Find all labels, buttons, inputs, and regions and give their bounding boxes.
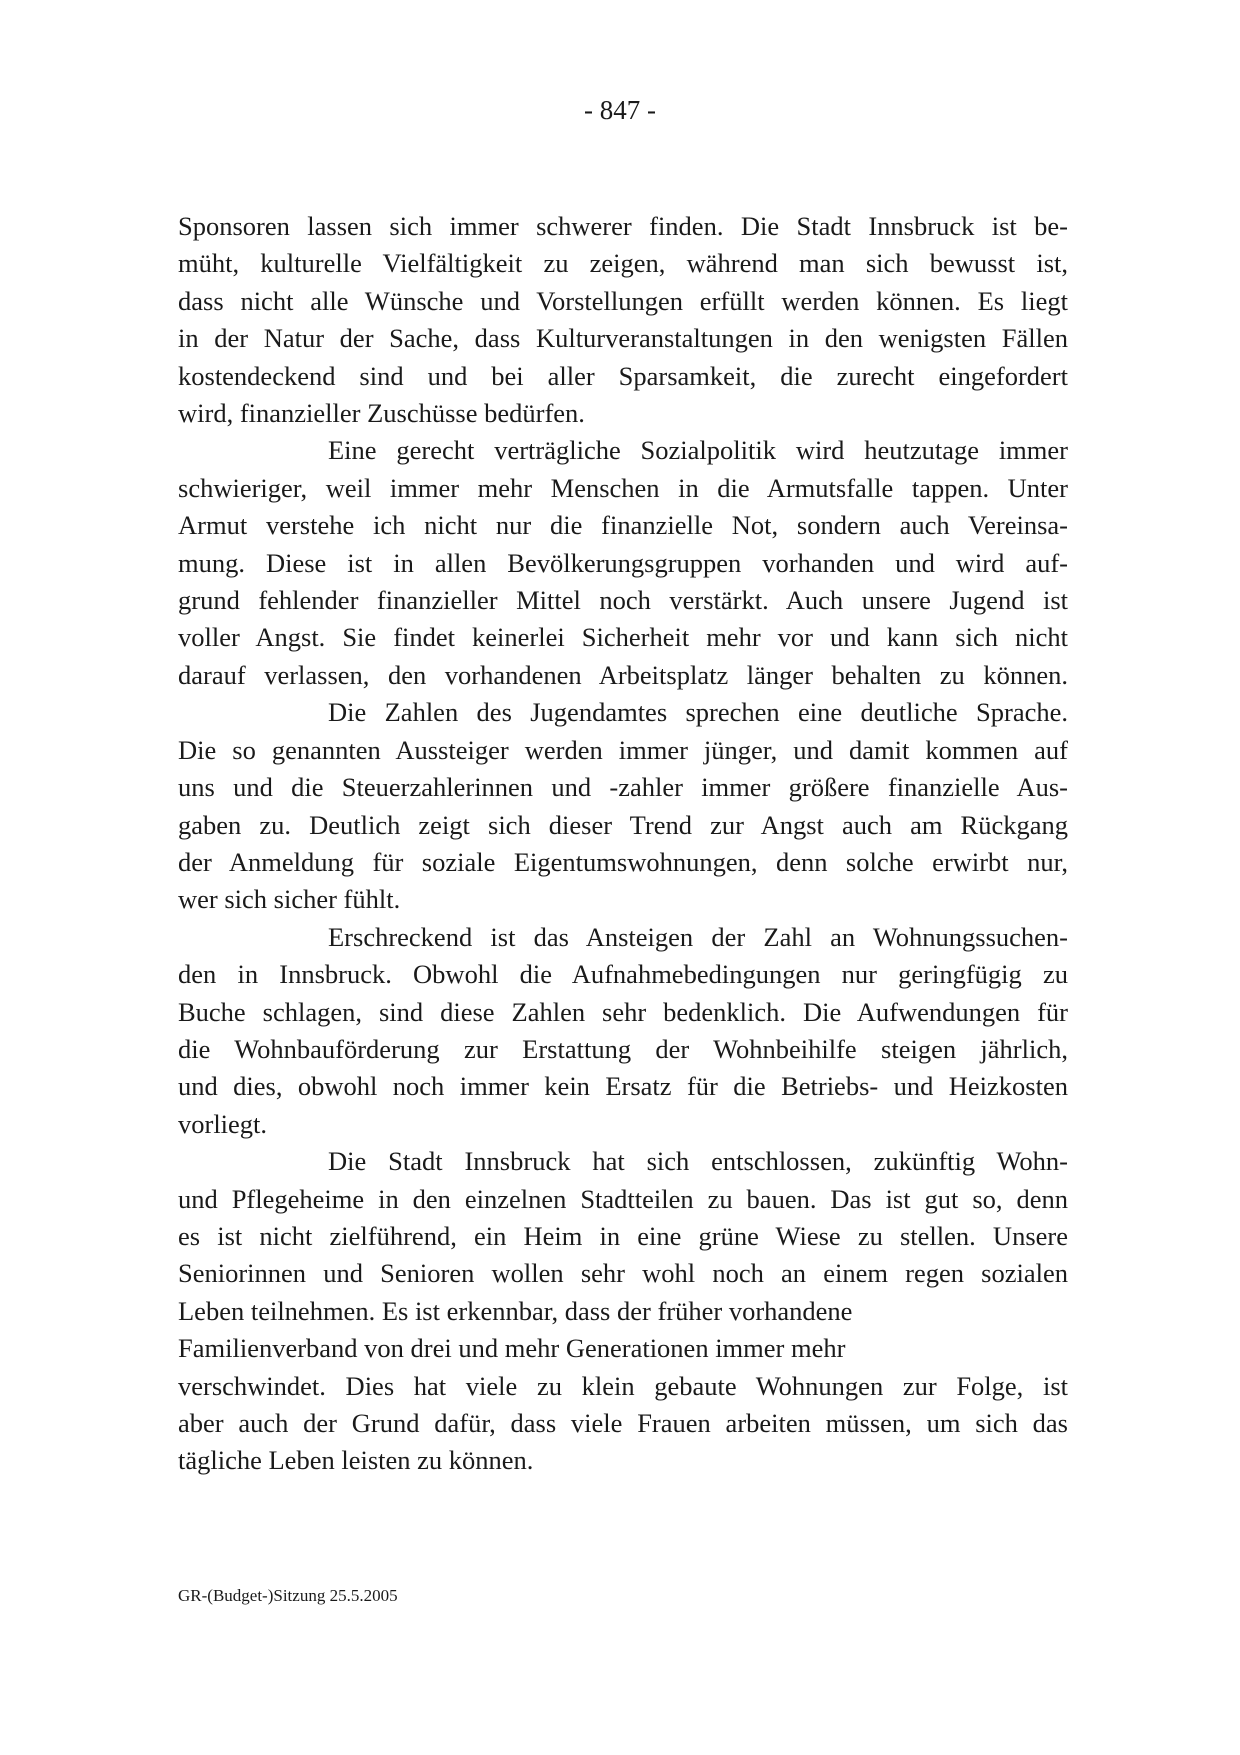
text-line: darauf verlassen, den vorhandenen Arbeitsplatz länger behalten zu können.: [178, 659, 1068, 690]
text-line: gaben zu. Deutlich zeigt sich dieser Trend zur Angst auch am Rückgang: [178, 809, 1068, 840]
text-line: aber auch der Grund dafür, dass viele Frauen arbeiten müssen, um sich das: [178, 1408, 1068, 1438]
text-line: uns und die Steuerzahlerinnen und -zahler immer größere finanzielle Aus-: [178, 772, 1068, 803]
page-number: - 847 -: [584, 95, 656, 125]
text-line: und Pflegeheime in den einzelnen Stadtteilen zu bauen. Das ist gut so, denn: [178, 1183, 1068, 1214]
text-line: voller Angst. Sie findet keinerlei Sicherheit mehr vor und kann sich nicht: [178, 622, 1068, 653]
text-line: und dies, obwohl noch immer kein Ersatz für die Betriebs- und Heizkosten: [178, 1071, 1068, 1102]
text-line: tägliche Leben leisten zu können.: [178, 1445, 534, 1476]
text-line: Buche schlagen, sind diese Zahlen sehr bedenklich. Die Aufwendungen für: [178, 996, 1068, 1027]
text-line: Familienverband von drei und mehr Generationen immer mehr: [178, 1333, 846, 1364]
text-line: in der Natur der Sache, dass Kulturveranstaltungen in den wenigsten Fällen: [178, 323, 1068, 354]
text-line: wird, finanzieller Zuschüsse bedürfen.: [178, 398, 585, 429]
text-line: Leben teilnehmen. Es ist erkennbar, dass der früher vorhandene: [178, 1295, 853, 1326]
text-line: Die Zahlen des Jugendamtes sprechen eine deutliche Sprache.: [328, 697, 1068, 728]
text-line: vorliegt.: [178, 1108, 268, 1139]
text-line: die Wohnbauförderung zur Erstattung der Wohnbeihilfe steigen jährlich,: [178, 1033, 1068, 1064]
text-line: den in Innsbruck. Obwohl die Aufnahmebedingungen nur geringfügig zu: [178, 959, 1068, 990]
text-line: kostendeckend sind und bei aller Sparsamkeit, die zurecht eingefordert: [178, 360, 1068, 391]
text-line: dass nicht alle Wünsche und Vorstellungen erfüllt werden können. Es liegt: [178, 285, 1068, 316]
text-line: Die so genannten Aussteiger werden immer jünger, und damit kommen auf: [178, 734, 1068, 765]
text-line: wer sich sicher fühlt.: [178, 884, 401, 915]
text-line: mung. Diese ist in allen Bevölkerungsgruppen vorhanden und wird auf-: [178, 547, 1068, 578]
text-line: verschwindet. Dies hat viele zu klein gebaute Wohnungen zur Folge, ist: [178, 1370, 1068, 1401]
text-line: grund fehlender finanzieller Mittel noch verstärkt. Auch unsere Jugend ist: [178, 585, 1068, 616]
body-text: [178, 208, 1068, 1480]
text-line: der Anmeldung für soziale Eigentumswohnungen, denn solche erwirbt nur,: [178, 846, 1068, 877]
text-line: es ist nicht zielführend, ein Heim in eine grüne Wiese zu stellen. Unsere: [178, 1220, 1068, 1251]
text-line: Die Stadt Innsbruck hat sich entschlossen, zukünftig Wohn-: [328, 1146, 1068, 1177]
text-line: Sponsoren lassen sich immer schwerer finden. Die Stadt Innsbruck ist be-: [178, 211, 1068, 241]
text-line: Armut verstehe ich nicht nur die finanzielle Not, sondern auch Vereinsa-: [178, 510, 1068, 541]
text-line: Erschreckend ist das Ansteigen der Zahl an Wohnungssuchen-: [328, 921, 1068, 952]
text-line: Seniorinnen und Senioren wollen sehr wohl noch an einem regen sozialen: [178, 1258, 1068, 1289]
text-line: schwieriger, weil immer mehr Menschen in die Armutsfalle tappen. Unter: [178, 472, 1068, 503]
text-line: müht, kulturelle Vielfältigkeit zu zeigen, während man sich bewusst ist,: [178, 248, 1068, 279]
text-line: Eine gerecht verträgliche Sozialpolitik wird heutzutage immer: [328, 435, 1068, 466]
footer-session-info: GR-(Budget-)Sitzung 25.5.2005: [178, 1586, 398, 1605]
